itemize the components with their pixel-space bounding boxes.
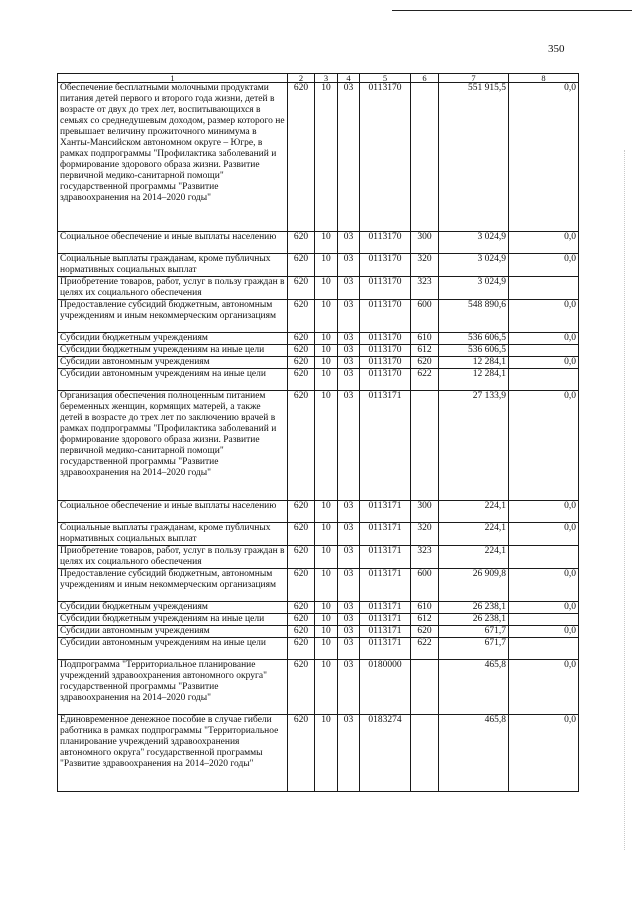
amount-2-cell: 0,0 [509, 715, 579, 792]
subsection-cell: 03 [338, 333, 360, 345]
amount-cell: 3 024,9 [439, 254, 509, 277]
page-number: 350 [548, 43, 565, 55]
row-name-cell: Предоставление субсидий бюджетным, автономным учреждениям и иным некоммерческим организациям [58, 569, 288, 602]
section-cell: 10 [315, 345, 338, 357]
code-admin-cell: 620 [288, 391, 315, 501]
target-article-cell: 0113170 [360, 232, 411, 254]
target-article-cell: 0113171 [360, 626, 411, 638]
header-cell: 1 [58, 74, 288, 83]
target-article-cell: 0113170 [360, 300, 411, 333]
row-name-cell: Приобретение товаров, работ, услуг в пользу граждан в целях их социального обеспечения [58, 546, 288, 569]
row-name-cell: Социальные выплаты гражданам, кроме публичных нормативных социальных выплат [58, 254, 288, 277]
expense-type-cell [411, 391, 439, 501]
amount-cell: 465,8 [439, 715, 509, 792]
table-row [58, 254, 579, 277]
amount-2-cell: 0,0 [509, 83, 579, 232]
table-row [58, 602, 579, 614]
margin-dots [624, 150, 627, 850]
row-name-cell: Социальное обеспечение и иные выплаты населению [58, 501, 288, 523]
target-article-cell: 0113171 [360, 638, 411, 660]
row-name-cell: Обеспечение бесплатными молочными продуктами питания детей первого и второго года жизни, детей в возрасте от двух до трех лет, воспитывающихся в семьях со среднедушевым доходом, размер которого не превышает величину прожиточного минимума в Ханты-Мансийском автономном округе – Югре, в рамках подпрограммы "Профилактика заболеваний и формирование здорового образа жизни. Развитие первичной медико-санитарной помощи" государственной программы "Развитие здравоохранения на 2014–2020 годы" [58, 83, 288, 232]
code-admin-cell: 620 [288, 638, 315, 660]
code-admin-cell: 620 [288, 501, 315, 523]
header-cell: 5 [360, 74, 411, 83]
amount-2-cell [509, 277, 579, 300]
code-admin-cell: 620 [288, 83, 315, 232]
table-row [58, 626, 579, 638]
table-row [58, 614, 579, 626]
header-cell: 4 [338, 74, 360, 83]
expense-type-cell: 622 [411, 638, 439, 660]
row-name-cell: Предоставление субсидий бюджетным, автономным учреждениям и иным некоммерческим организациям [58, 300, 288, 333]
expense-type-cell: 612 [411, 614, 439, 626]
subsection-cell: 03 [338, 546, 360, 569]
code-admin-cell: 620 [288, 369, 315, 391]
subsection-cell: 03 [338, 660, 360, 715]
amount-2-cell: 0,0 [509, 569, 579, 602]
code-admin-cell: 620 [288, 357, 315, 369]
amount-cell: 27 133,9 [439, 391, 509, 501]
table-row [58, 660, 579, 715]
table-row [58, 523, 579, 546]
amount-2-cell: 0,0 [509, 626, 579, 638]
row-name-cell: Субсидии бюджетным учреждениям на иные цели [58, 345, 288, 357]
row-name-cell: Субсидии автономным учреждениям [58, 626, 288, 638]
code-admin-cell: 620 [288, 277, 315, 300]
section-cell: 10 [315, 333, 338, 345]
amount-cell: 548 890,6 [439, 300, 509, 333]
row-name-cell: Субсидии бюджетным учреждениям [58, 602, 288, 614]
target-article-cell: 0113171 [360, 501, 411, 523]
table-row [58, 83, 579, 232]
amount-cell: 536 606,5 [439, 333, 509, 345]
amount-2-cell: 0,0 [509, 391, 579, 501]
row-name-cell: Субсидии автономным учреждениям на иные цели [58, 369, 288, 391]
amount-cell: 224,1 [439, 546, 509, 569]
section-cell: 10 [315, 626, 338, 638]
row-name-cell: Приобретение товаров, работ, услуг в пользу граждан в целях их социального обеспечения [58, 277, 288, 300]
subsection-cell: 03 [338, 391, 360, 501]
section-cell: 10 [315, 277, 338, 300]
subsection-cell: 03 [338, 626, 360, 638]
table-row [58, 345, 579, 357]
row-name-cell: Субсидии бюджетным учреждениям [58, 333, 288, 345]
subsection-cell: 03 [338, 501, 360, 523]
amount-cell: 671,7 [439, 626, 509, 638]
subsection-cell: 03 [338, 715, 360, 792]
code-admin-cell: 620 [288, 626, 315, 638]
amount-2-cell [509, 369, 579, 391]
amount-cell: 671,7 [439, 638, 509, 660]
section-cell: 10 [315, 602, 338, 614]
subsection-cell: 03 [338, 602, 360, 614]
section-cell: 10 [315, 357, 338, 369]
table-row [58, 501, 579, 523]
expense-type-cell: 323 [411, 277, 439, 300]
section-cell: 10 [315, 638, 338, 660]
header-cell: 7 [439, 74, 509, 83]
expense-type-cell [411, 715, 439, 792]
subsection-cell: 03 [338, 369, 360, 391]
top-rule [392, 10, 632, 11]
amount-2-cell: 0,0 [509, 357, 579, 369]
target-article-cell: 0113170 [360, 277, 411, 300]
amount-2-cell: 0,0 [509, 254, 579, 277]
section-cell: 10 [315, 83, 338, 232]
subsection-cell: 03 [338, 638, 360, 660]
amount-cell: 551 915,5 [439, 83, 509, 232]
code-admin-cell: 620 [288, 300, 315, 333]
section-cell: 10 [315, 501, 338, 523]
subsection-cell: 03 [338, 523, 360, 546]
amount-cell: 26 238,1 [439, 614, 509, 626]
table-row [58, 638, 579, 660]
target-article-cell: 0113171 [360, 391, 411, 501]
code-admin-cell: 620 [288, 546, 315, 569]
subsection-cell: 03 [338, 277, 360, 300]
subsection-cell: 03 [338, 232, 360, 254]
row-name-cell: Подпрограмма "Территориальное планирование учреждений здравоохранения автономного округа" государственной программы "Развитие здравоохранения на 2014–2020 годы" [58, 660, 288, 715]
target-article-cell: 0113171 [360, 523, 411, 546]
subsection-cell: 03 [338, 357, 360, 369]
target-article-cell: 0113170 [360, 357, 411, 369]
section-cell: 10 [315, 569, 338, 602]
code-admin-cell: 620 [288, 715, 315, 792]
section-cell: 10 [315, 254, 338, 277]
expense-type-cell: 320 [411, 254, 439, 277]
target-article-cell: 0183274 [360, 715, 411, 792]
row-name-cell: Субсидии автономным учреждениям на иные цели [58, 638, 288, 660]
amount-2-cell: 0,0 [509, 602, 579, 614]
expense-type-cell: 620 [411, 626, 439, 638]
header-cell: 3 [315, 74, 338, 83]
target-article-cell: 0113170 [360, 345, 411, 357]
subsection-cell: 03 [338, 614, 360, 626]
section-cell: 10 [315, 660, 338, 715]
amount-2-cell [509, 546, 579, 569]
subsection-cell: 03 [338, 254, 360, 277]
target-article-cell: 0113171 [360, 546, 411, 569]
section-cell: 10 [315, 300, 338, 333]
table-row [58, 232, 579, 254]
amount-2-cell: 0,0 [509, 523, 579, 546]
code-admin-cell: 620 [288, 232, 315, 254]
code-admin-cell: 620 [288, 602, 315, 614]
target-article-cell: 0113171 [360, 602, 411, 614]
expense-type-cell: 622 [411, 369, 439, 391]
row-name-cell: Организация обеспечения полноценным питанием беременных женщин, кормящих матерей, а также детей в возрасте до трех лет по заключению врачей в рамках подпрограммы "Профилактика заболеваний и формирование здорового образа жизни. Развитие первичной медико-санитарной помощи" государственной программы "Развитие здравоохранения на 2014–2020 годы" [58, 391, 288, 501]
target-article-cell: 0113171 [360, 569, 411, 602]
table-row [58, 569, 579, 602]
header-cell: 8 [509, 74, 579, 83]
row-name-cell: Субсидии автономным учреждениям [58, 357, 288, 369]
amount-cell: 26 909,8 [439, 569, 509, 602]
expense-type-cell: 610 [411, 333, 439, 345]
amount-2-cell [509, 614, 579, 626]
expense-type-cell [411, 660, 439, 715]
expense-type-cell: 323 [411, 546, 439, 569]
code-admin-cell: 620 [288, 254, 315, 277]
expense-type-cell: 612 [411, 345, 439, 357]
code-admin-cell: 620 [288, 569, 315, 602]
row-name-cell: Субсидии бюджетным учреждениям на иные цели [58, 614, 288, 626]
code-admin-cell: 620 [288, 614, 315, 626]
amount-2-cell [509, 345, 579, 357]
table-row [58, 546, 579, 569]
expense-type-cell: 620 [411, 357, 439, 369]
header-cell: 6 [411, 74, 439, 83]
amount-cell: 3 024,9 [439, 277, 509, 300]
expense-type-cell: 610 [411, 602, 439, 614]
target-article-cell: 0180000 [360, 660, 411, 715]
subsection-cell: 03 [338, 345, 360, 357]
budget-table [57, 73, 579, 792]
section-cell: 10 [315, 715, 338, 792]
target-article-cell: 0113170 [360, 369, 411, 391]
section-cell: 10 [315, 232, 338, 254]
row-name-cell: Единовременное денежное пособие в случае гибели работника в рамках подпрограммы "Территориальное планирование учреждений здравоохранения автономного округа" государственной программы "Развитие здравоохранения на 2014–2020 годы" [58, 715, 288, 792]
section-cell: 10 [315, 391, 338, 501]
subsection-cell: 03 [338, 569, 360, 602]
table-row [58, 277, 579, 300]
target-article-cell: 0113170 [360, 333, 411, 345]
code-admin-cell: 620 [288, 660, 315, 715]
header-cell: 2 [288, 74, 315, 83]
section-cell: 10 [315, 614, 338, 626]
subsection-cell: 03 [338, 83, 360, 232]
expense-type-cell: 320 [411, 523, 439, 546]
subsection-cell: 03 [338, 300, 360, 333]
table-row [58, 715, 579, 792]
target-article-cell: 0113170 [360, 254, 411, 277]
amount-cell: 224,1 [439, 501, 509, 523]
amount-cell: 12 284,1 [439, 369, 509, 391]
section-cell: 10 [315, 546, 338, 569]
table-header-row [58, 74, 579, 83]
amount-cell: 26 238,1 [439, 602, 509, 614]
amount-cell: 12 284,1 [439, 357, 509, 369]
amount-2-cell: 0,0 [509, 660, 579, 715]
table-row [58, 300, 579, 333]
table-row [58, 333, 579, 345]
expense-type-cell [411, 83, 439, 232]
table-row [58, 369, 579, 391]
target-article-cell: 0113171 [360, 614, 411, 626]
expense-type-cell: 300 [411, 232, 439, 254]
target-article-cell: 0113170 [360, 83, 411, 232]
amount-cell: 224,1 [439, 523, 509, 546]
amount-2-cell: 0,0 [509, 232, 579, 254]
amount-2-cell: 0,0 [509, 300, 579, 333]
code-admin-cell: 620 [288, 333, 315, 345]
amount-2-cell: 0,0 [509, 333, 579, 345]
row-name-cell: Социальные выплаты гражданам, кроме публичных нормативных социальных выплат [58, 523, 288, 546]
row-name-cell: Социальное обеспечение и иные выплаты населению [58, 232, 288, 254]
expense-type-cell: 600 [411, 300, 439, 333]
code-admin-cell: 620 [288, 345, 315, 357]
section-cell: 10 [315, 369, 338, 391]
section-cell: 10 [315, 523, 338, 546]
table-row [58, 357, 579, 369]
code-admin-cell: 620 [288, 523, 315, 546]
amount-cell: 465,8 [439, 660, 509, 715]
table-row [58, 391, 579, 501]
amount-2-cell: 0,0 [509, 501, 579, 523]
expense-type-cell: 600 [411, 569, 439, 602]
amount-cell: 3 024,9 [439, 232, 509, 254]
expense-type-cell: 300 [411, 501, 439, 523]
amount-2-cell [509, 638, 579, 660]
amount-cell: 536 606,5 [439, 345, 509, 357]
